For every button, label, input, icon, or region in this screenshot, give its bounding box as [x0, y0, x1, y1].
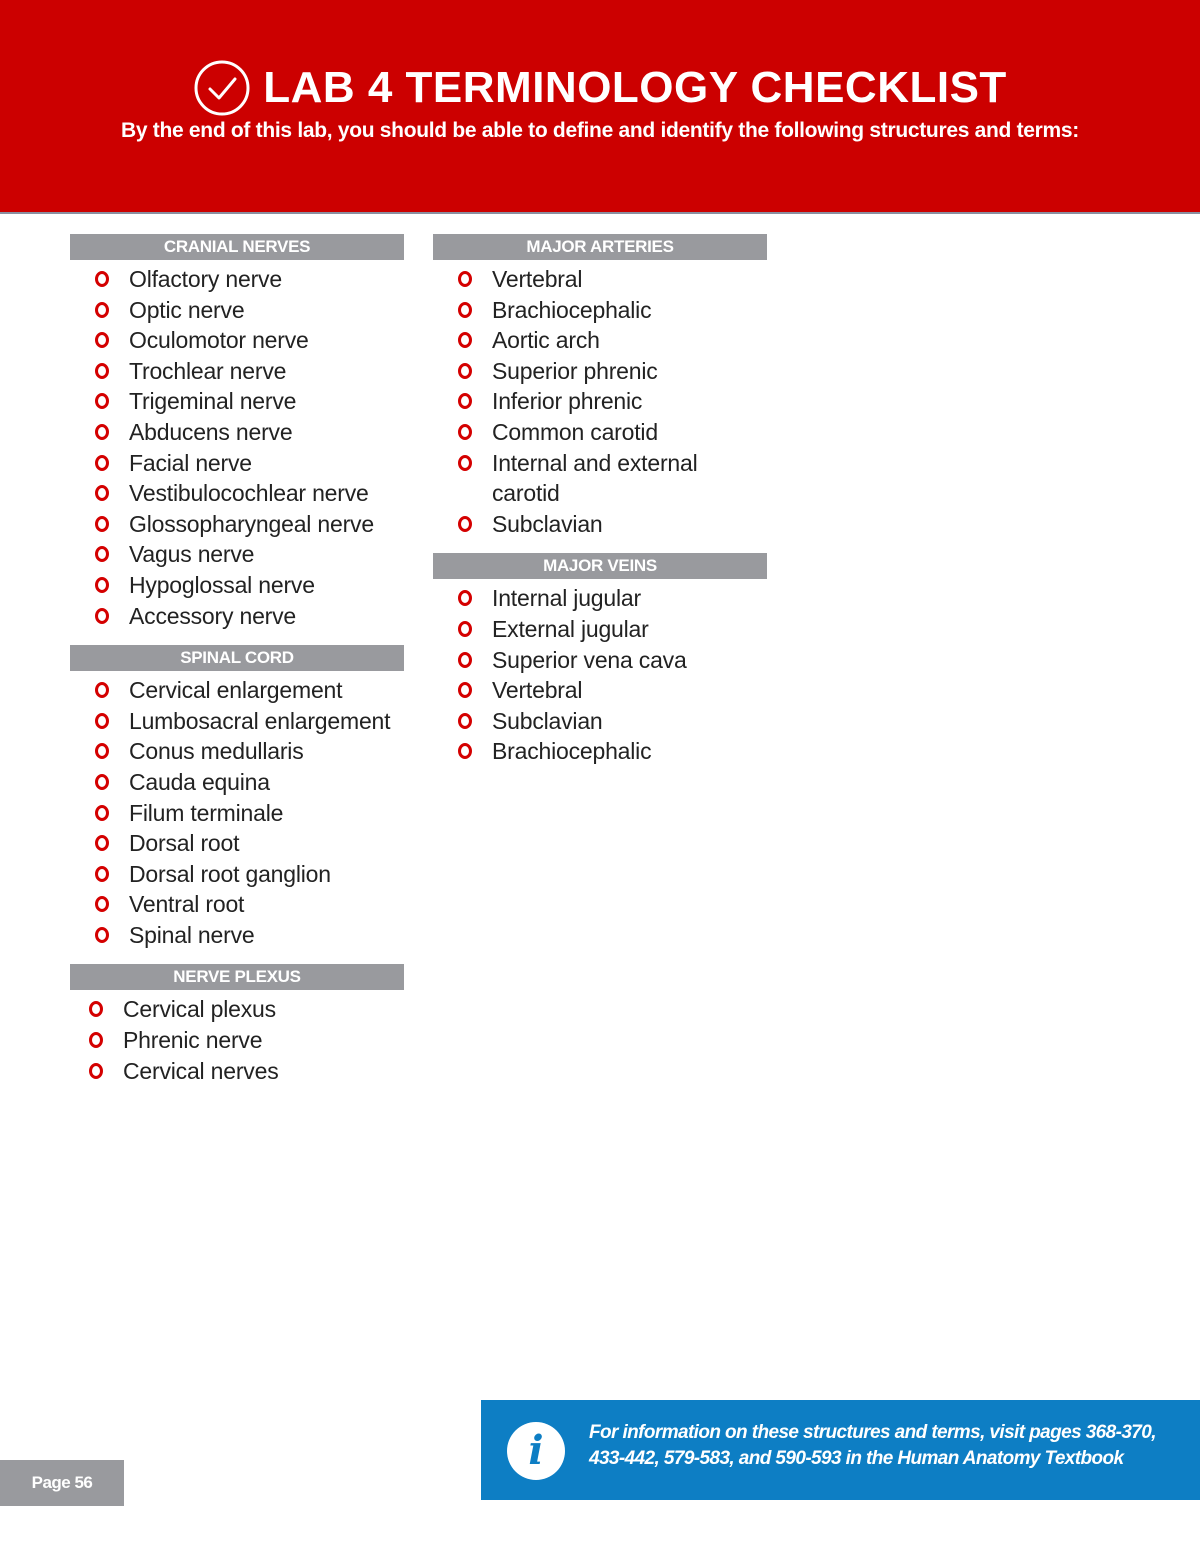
info-text: For information on these structures and terms, visit pages 368-370, 433-442, 579-583, and 590-593 in the Human Anatomy Textbook [589, 1422, 1156, 1469]
checkbox-circle-icon[interactable] [458, 713, 472, 729]
left-column [70, 234, 404, 1100]
checklist-item-label: Conus medullaris [129, 738, 304, 765]
checkbox-circle-icon[interactable] [95, 302, 109, 318]
checklist-item-label: Brachiocephalic [492, 738, 652, 765]
checklist-item[interactable] [70, 994, 404, 1025]
checkbox-circle-icon[interactable] [95, 455, 109, 471]
checklist-item-label: Internal and external carotid [492, 449, 698, 507]
checkbox-circle-icon[interactable] [458, 393, 472, 409]
checklist-item[interactable] [70, 448, 404, 479]
checkbox-circle-icon[interactable] [458, 621, 472, 637]
checklist-item[interactable] [70, 859, 404, 890]
checklist-item-label: Lumbosacral enlargement [129, 707, 391, 734]
checklist-item-label: Glossopharyngeal nerve [129, 510, 374, 537]
section-header: MAJOR VEINS [433, 553, 767, 579]
checklist-item[interactable] [433, 417, 767, 448]
checkbox-circle-icon[interactable] [95, 743, 109, 759]
middle-column [433, 234, 767, 781]
page-number: Page 56 [0, 1460, 124, 1506]
check-circle-icon [193, 59, 251, 117]
checkbox-circle-icon[interactable] [458, 516, 472, 532]
checkbox-circle-icon[interactable] [95, 271, 109, 287]
checkbox-circle-icon[interactable] [95, 546, 109, 562]
checklist-item-label: Cauda equina [129, 768, 270, 795]
section-spinal-cord [70, 645, 404, 950]
checklist-item[interactable] [433, 386, 767, 417]
checklist-item[interactable] [70, 478, 404, 509]
checklist-item-label: Subclavian [492, 707, 603, 734]
checkbox-circle-icon[interactable] [458, 743, 472, 759]
checklist-item[interactable] [433, 325, 767, 356]
checkbox-circle-icon[interactable] [458, 590, 472, 606]
checklist-item[interactable] [433, 448, 767, 509]
page-subtitle: By the end of this lab, you should be able to define and identify the following structures and terms: [121, 119, 1079, 142]
info-icon: i [507, 1422, 565, 1480]
checklist [70, 994, 404, 1086]
checkbox-circle-icon[interactable] [458, 363, 472, 379]
checklist-item[interactable] [433, 264, 767, 295]
checklist-item[interactable] [70, 828, 404, 859]
checklist-item-label: Cervical nerves [123, 1057, 279, 1084]
checkbox-circle-icon[interactable] [95, 363, 109, 379]
checkbox-circle-icon[interactable] [95, 896, 109, 912]
checklist-item-label: Hypoglossal nerve [129, 571, 315, 598]
checkbox-circle-icon[interactable] [95, 608, 109, 624]
checklist-item[interactable] [70, 509, 404, 540]
checklist-item[interactable] [433, 706, 767, 737]
checklist-item[interactable] [70, 386, 404, 417]
checklist-item[interactable] [70, 798, 404, 829]
checklist-item[interactable] [70, 356, 404, 387]
checkbox-circle-icon[interactable] [458, 652, 472, 668]
checkbox-circle-icon[interactable] [95, 577, 109, 593]
checklist-item-label: Common carotid [492, 418, 658, 445]
checklist-item[interactable] [433, 509, 767, 540]
checklist-item[interactable] [433, 583, 767, 614]
checkbox-circle-icon[interactable] [89, 1032, 103, 1048]
checklist-item-label: Accessory nerve [129, 602, 297, 629]
checkbox-circle-icon[interactable] [95, 393, 109, 409]
checklist-item-label: Cervical plexus [123, 996, 276, 1023]
checklist-item-label: Oculomotor nerve [129, 327, 309, 354]
checklist-item[interactable] [70, 706, 404, 737]
checklist-item[interactable] [70, 417, 404, 448]
checkbox-circle-icon[interactable] [95, 835, 109, 851]
section-major-veins [433, 553, 767, 767]
checklist [433, 264, 767, 539]
checkbox-circle-icon[interactable] [95, 332, 109, 348]
checklist-item[interactable] [433, 736, 767, 767]
checklist-item-label: Inferior phrenic [492, 388, 643, 415]
checkbox-circle-icon[interactable] [458, 424, 472, 440]
checkbox-circle-icon[interactable] [95, 774, 109, 790]
checklist-item-label: Trochlear nerve [129, 357, 287, 384]
checklist-item[interactable] [433, 675, 767, 706]
info-callout [481, 1400, 1200, 1500]
checklist-item-label: Spinal nerve [129, 921, 255, 948]
checklist-item[interactable] [70, 295, 404, 326]
checklist [70, 264, 404, 631]
checklist-item[interactable] [433, 614, 767, 645]
checklist-item[interactable] [70, 889, 404, 920]
section-cranial-nerves [70, 234, 404, 631]
checklist-item-label: Ventral root [129, 891, 245, 918]
checklist-item[interactable] [433, 645, 767, 676]
checkbox-circle-icon[interactable] [95, 805, 109, 821]
checkbox-circle-icon[interactable] [95, 424, 109, 440]
checklist-item[interactable] [70, 675, 404, 706]
section-header: CRANIAL NERVES [70, 234, 404, 260]
checklist-item-label: Aortic arch [492, 327, 600, 354]
checklist-item-label: Dorsal root ganglion [129, 860, 331, 887]
checklist-item-label: Superior phrenic [492, 357, 658, 384]
checklist-item-label: Vertebral [492, 266, 583, 292]
checkbox-circle-icon[interactable] [89, 1001, 103, 1017]
checklist-item[interactable] [70, 539, 404, 570]
checkbox-circle-icon[interactable] [458, 682, 472, 698]
checklist-item-label: External jugular [492, 615, 649, 642]
checklist-item-label: Optic nerve [129, 296, 245, 323]
checklist-item[interactable] [433, 356, 767, 387]
checkbox-circle-icon[interactable] [95, 682, 109, 698]
checklist-item-label: Internal jugular [492, 585, 641, 612]
checklist-item-label: Phrenic nerve [123, 1027, 263, 1054]
checklist-item-label: Subclavian [492, 510, 603, 537]
checklist-item-label: Vestibulocochlear nerve [129, 480, 369, 507]
checkbox-circle-icon[interactable] [458, 271, 472, 287]
checklist-item[interactable] [70, 264, 404, 295]
section-header: MAJOR ARTERIES [433, 234, 767, 260]
checklist-item-label: Filum terminale [129, 799, 284, 826]
checkbox-circle-icon[interactable] [458, 302, 472, 318]
checklist-item-label: Abducens nerve [129, 418, 293, 445]
checkbox-circle-icon[interactable] [95, 516, 109, 532]
checklist-item-label: Vertebral [492, 677, 583, 704]
checkbox-circle-icon[interactable] [458, 332, 472, 348]
title-row [0, 58, 1200, 118]
section-header: SPINAL CORD [70, 645, 404, 671]
checklist-item[interactable] [70, 1056, 404, 1087]
checklist-item-label: Vagus nerve [129, 541, 255, 568]
checklist-item-label: Trigeminal nerve [129, 388, 297, 415]
checklist [70, 675, 404, 950]
checklist-item[interactable] [433, 295, 767, 326]
checkbox-circle-icon[interactable] [95, 927, 109, 943]
checklist-item[interactable] [70, 736, 404, 767]
checklist-item[interactable] [70, 601, 404, 632]
section-nerve-plexus [70, 964, 404, 1086]
checklist-item-label: Superior vena cava [492, 646, 687, 673]
checkbox-circle-icon[interactable] [95, 713, 109, 729]
checkbox-circle-icon[interactable] [89, 1063, 103, 1079]
checklist-item[interactable] [70, 1025, 404, 1056]
checklist-item[interactable] [70, 920, 404, 951]
checklist-item[interactable] [70, 570, 404, 601]
checklist-item[interactable] [70, 767, 404, 798]
title-banner [0, 0, 1200, 214]
checkbox-circle-icon[interactable] [95, 866, 109, 882]
checkbox-circle-icon[interactable] [95, 485, 109, 501]
section-header: NERVE PLEXUS [70, 964, 404, 990]
checklist-item-label: Olfactory nerve [129, 266, 282, 292]
checkbox-circle-icon[interactable] [458, 455, 472, 471]
page-title: LAB 4 TERMINOLOGY CHECKLIST [263, 63, 1007, 112]
checklist [433, 583, 767, 767]
section-major-arteries [433, 234, 767, 539]
checklist-item-label: Cervical enlargement [129, 677, 343, 704]
checklist-item-label: Facial nerve [129, 449, 252, 476]
checklist-item-label: Dorsal root [129, 830, 240, 857]
checklist-item-label: Brachiocephalic [492, 296, 652, 323]
checklist-item[interactable] [70, 325, 404, 356]
